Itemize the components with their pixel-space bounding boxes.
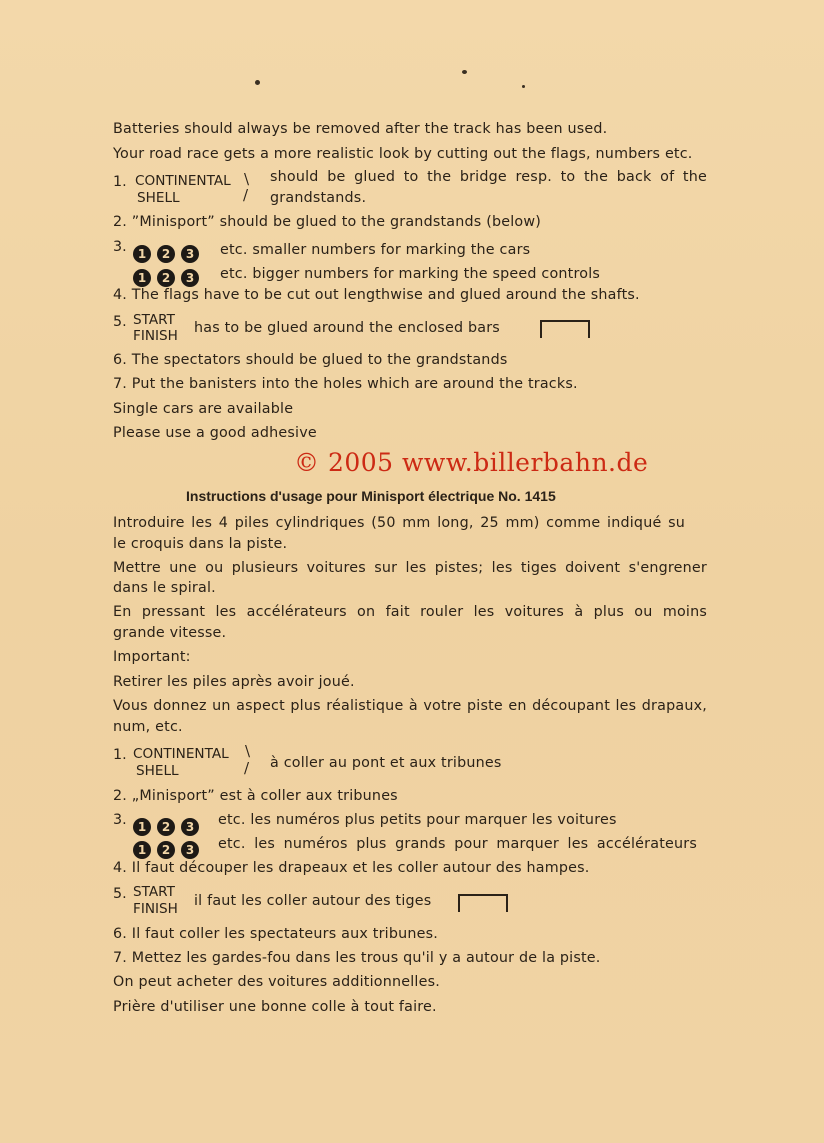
start-label: START [133,312,175,328]
french-item-4: 4. Il faut découper les drapeaux et les coller autour des hampes. [113,860,590,876]
finish-label: FINISH [133,328,178,344]
number-circle-icon: 1 [133,269,151,287]
english-item-3-text-2: etc. bigger numbers for marking the speed controls [220,266,601,282]
french-heading: Instructions d'usage pour Minisport électrique No. 1415 [186,488,556,504]
number-circle-icon: 2 [157,818,175,836]
number-circle-icon: 3 [181,841,199,859]
english-item-5-text: has to be glued around the enclosed bars [194,320,500,336]
brace-top: \ [245,742,251,760]
item-number: 3. [113,812,127,828]
number-circle-icon: 1 [133,245,151,263]
item-number: 5. [113,314,127,330]
item-number: 1. [113,747,127,763]
number-circle-icon: 2 [157,245,175,263]
big-numbers-icons [133,836,205,859]
french-p6-line-2: num, etc. [113,719,183,735]
english-line-2: Your road race gets a more realistic look by cutting out the flags, numbers etc. [113,146,693,162]
french-p2-line-1: Mettre une ou plusieurs voitures sur les pistes; les tiges doivent s'engrener [113,560,707,576]
item-number: 3. [113,239,127,255]
french-p3-line-1: En pressant les accélérateurs on fait rouler les voitures à plus ou moins [113,604,707,620]
finish-label: FINISH [133,901,178,917]
english-item-6: 6. The spectators should be glued to the grandstands [113,352,508,368]
brace-bottom: / [243,186,249,204]
french-item-6: 6. Il faut coller les spectateurs aux tribunes. [113,926,439,942]
french-extra-2: Prière d'utiliser une bonne colle à tout faire. [113,999,437,1015]
item-number: 1. [113,174,127,190]
english-item-4: 4. The flags have to be cut out lengthwise and glued around the shafts. [113,287,640,303]
french-item-5-text: il faut les coller autour des tiges [194,893,432,909]
brace-top: \ [244,170,250,188]
small-numbers-icons [133,240,205,263]
french-item-2: 2. „Minisport” est à coller aux tribunes [113,788,398,804]
paper-spot [522,85,525,88]
number-circle-icon: 2 [157,841,175,859]
french-p6-line-1: Vous donnez un aspect plus réalistique à votre piste en découpant les drapaux, [113,698,707,714]
paper-spot [255,80,260,85]
english-item-1-text: should be glued to the bridge resp. to the back of the [270,169,707,185]
french-important: Important: [113,649,191,665]
english-item-7: 7. Put the banisters into the holes which are around the tracks. [113,376,578,392]
english-line-1: Batteries should always be removed after the track has been used. [113,121,608,137]
english-item-2: 2. ”Minisport” should be glued to the grandstands (below) [113,214,542,230]
french-p3-line-2: grande vitesse. [113,625,227,641]
french-item-3-text-2: etc. les numéros plus grands pour marquer les accélérateurs [218,836,697,852]
brand-continental: CONTINENTAL [135,173,231,189]
english-item-1-text-2: grandstands. [270,190,367,206]
number-circle-icon: 1 [133,841,151,859]
start-label: START [133,884,175,900]
french-p2-line-2: dans le spiral. [113,580,216,596]
french-item-3-text-1: etc. les numéros plus petits pour marquer les voitures [218,812,617,828]
english-item-3-text-1: etc. smaller numbers for marking the cars [220,242,531,258]
small-numbers-icons [133,813,205,836]
number-circle-icon: 2 [157,269,175,287]
french-p1-line-2: le croquis dans la piste. [113,536,288,552]
french-item-1-text: à coller au pont et aux tribunes [270,755,502,771]
english-extra-2: Please use a good adhesive [113,425,317,441]
watermark: © 2005 www.billerbahn.de [294,448,649,477]
paper-spot [462,70,467,74]
french-extra-1: On peut acheter des voitures additionnelles. [113,974,440,990]
item-number: 5. [113,886,127,902]
french-item-7: 7. Mettez les gardes-fou dans les trous qu'il y a autour de la piste. [113,950,601,966]
english-extra-1: Single cars are available [113,401,294,417]
number-circle-icon: 3 [181,269,199,287]
number-circle-icon: 1 [133,818,151,836]
bar-symbol-icon [540,320,590,338]
brace-bottom: / [244,759,250,777]
french-p5: Retirer les piles après avoir joué. [113,674,355,690]
number-circle-icon: 3 [181,245,199,263]
brand-continental: CONTINENTAL [133,746,229,762]
brand-shell: SHELL [137,190,180,206]
big-numbers-icons [133,264,205,287]
french-p1-line-1: Introduire les 4 piles cylindriques (50 mm long, 25 mm) comme indiqué su [113,515,685,531]
bar-symbol-icon [458,894,508,912]
brand-shell: SHELL [136,763,179,779]
number-circle-icon: 3 [181,818,199,836]
